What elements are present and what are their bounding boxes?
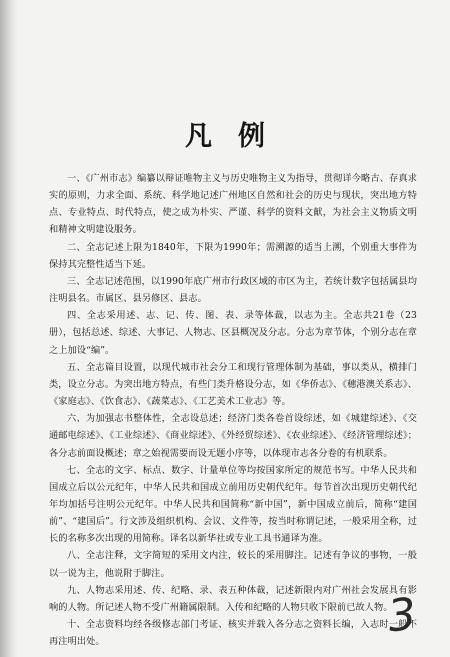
paragraph-8: 八、全志注释，文字简短的采用文内注，较长的采用脚注。记述有争议的事物，一般以一说为主，他说附于脚注。 (49, 550, 417, 579)
paragraph-9: 九、人物志采用述、传、纪略、录、表五种体裁，记述新限内对广州社会发展具有影响的人物。所记述人物不受广州籍属限制。入传和纪略的人物只收下限前已故人物。 (49, 584, 417, 613)
paragraph-5: 五、全志篇目设置，以现代城市社会分工和现行管理体制为基础，事以类从，横排门类，设立分志。为突出地方特点，有些门类升格设分志，如《华侨志》、《穗港澳关系志》、《家庭志》、《饮食志》、《蔬菜志》、《工艺美术工业志》等。 (49, 361, 417, 408)
paragraph-10: 十、全志资料均经各级修志部门考证、核实并载入各分志之资料长编，入志时一般不再注明出处。 (49, 619, 417, 648)
paragraph-7: 七、全志的文字、标点、数字、计量单位等均按国家所定的规范书写。中华人民共和国成立后以公元纪年，中华人民共和国成立前用历史朝代纪年。每节首次出现历史朝代纪年均加括号注明公元纪年。中华人民共和国简称“新中国”，新中国成立前后，简称“建国前”、“建国后”。行文涉及组织机构、会议、文件等，按当时称谓记述，一般采用全称，过长的名称多次出现的用简称。译名以新华社或专业工具书通译为准。 (49, 464, 417, 545)
paragraph-1: 一、《广州市志》编纂以辩证唯物主义与历史唯物主义为指导，贯彻详今略古、存真求实的原则，力求全面、系统、科学地记述广州地区自然和社会的历史与现状，突出地方特点、专业特点、时代特点，使之成为朴实、严谨、科学的资料文献，为社会主义物质文明和精神文明建设服务。 (49, 173, 417, 236)
document-body (49, 170, 417, 650)
handwritten-page-number: 3 (385, 588, 419, 643)
page-title: 凡例 (185, 121, 291, 152)
scan-edge-shadow (0, 0, 18, 657)
paragraph-4: 四、全志采用述、志、记、传、图、表、录等体裁，以志为主。全志共21卷（23册），包括总述、综述、大事记、人物志、区县概况及分志。分志为章节体，个别分志在章之上加设“编”。 (49, 310, 417, 356)
paragraph-2: 二、全志记述上限为1840年，下限为1990年；需溯源的适当上溯，个别重大事件为保持其完整性适当下延。 (49, 241, 417, 270)
paragraph-6: 六、为加强志书整体性，全志设总述；经济门类各卷首设综述，如《城建综述》、《交通邮电综述》、《工业综述》、《商业综述》、《外经贸综述》、《农业综述》、《经济管理综述》；各分志前面设概述；章之始视需要而设无题小序等，以体现市志各分卷的有机联系。 (49, 413, 417, 459)
paragraph-3: 三、全志记述范围，以1990年底广州市行政区域的市区为主，若统计数字包括属县均注明县名。市属区、县另修区、县志。 (49, 275, 417, 305)
